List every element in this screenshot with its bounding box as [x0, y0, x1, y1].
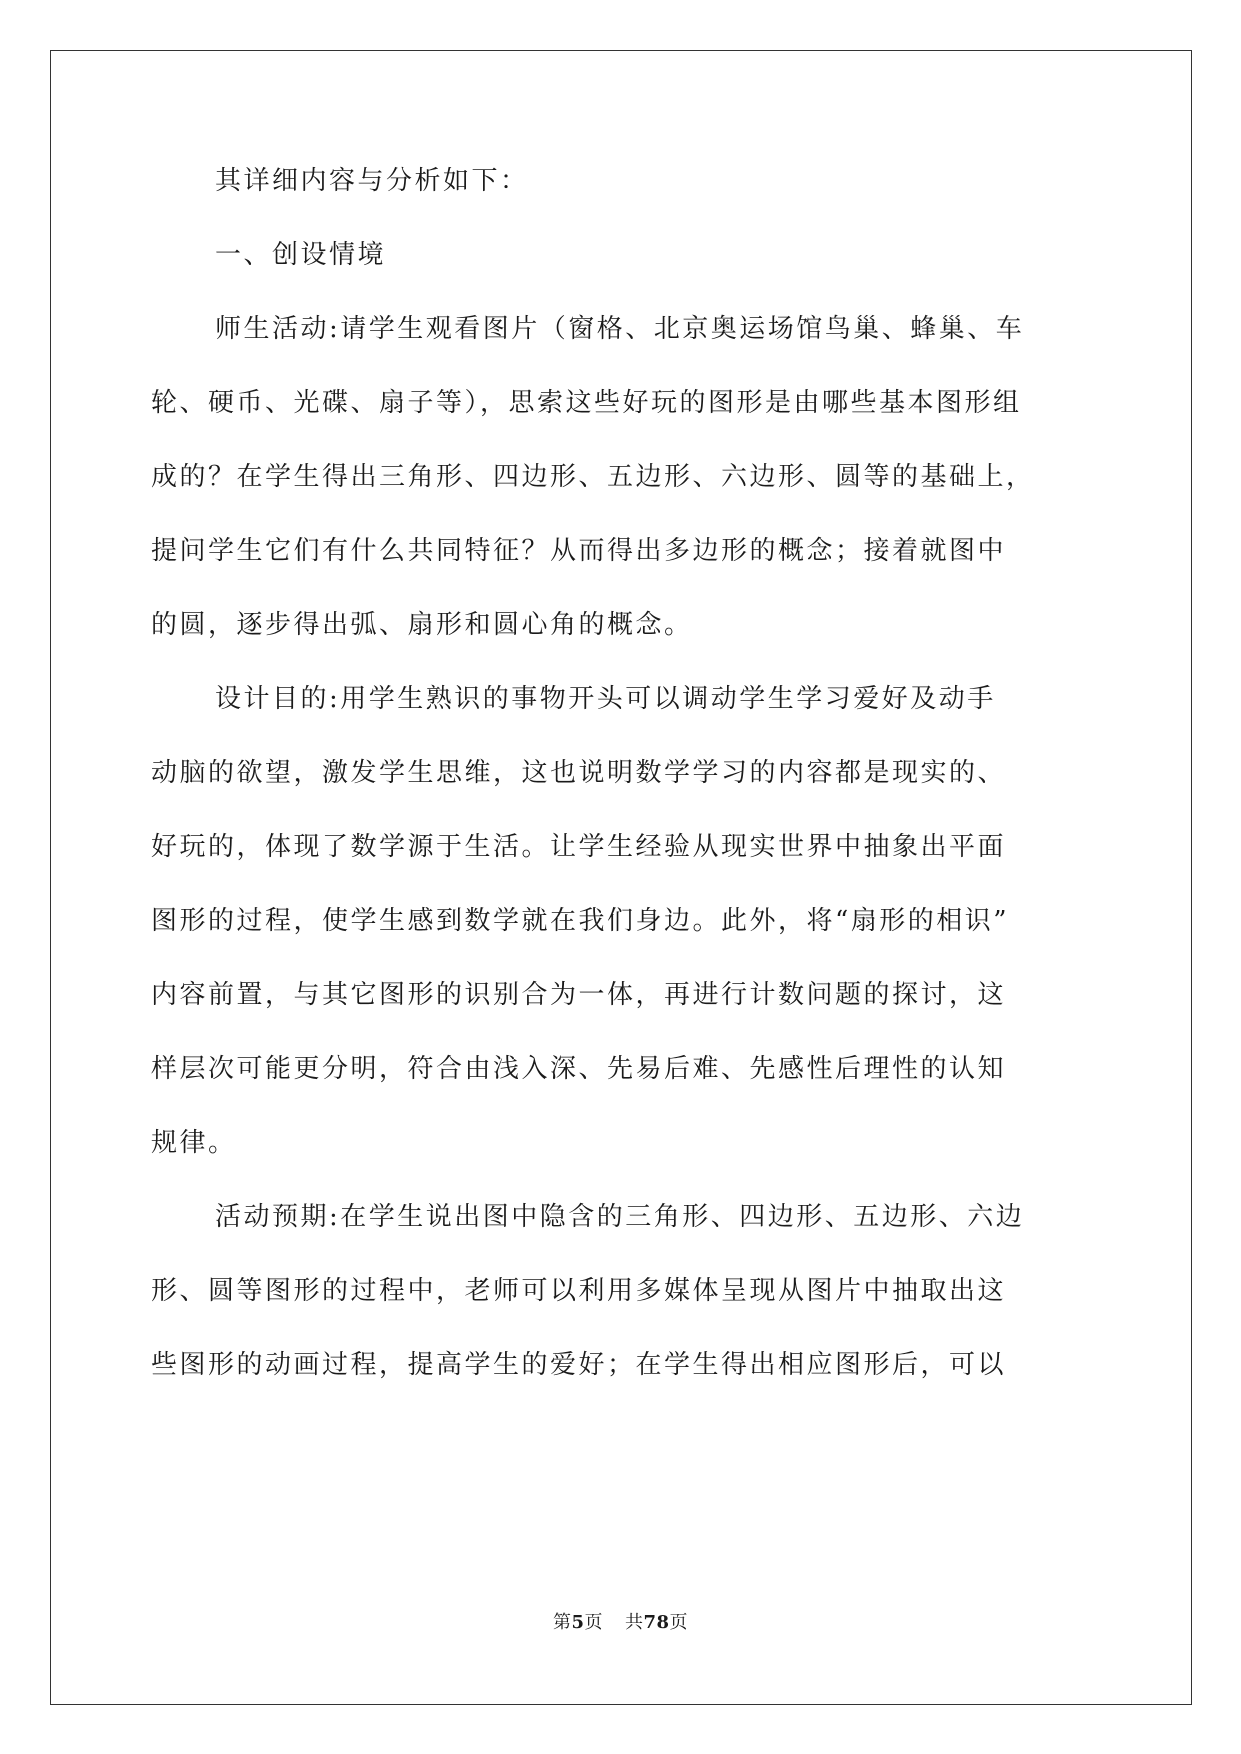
- page-footer: [0, 1611, 1241, 1635]
- paragraph-line: [151, 758, 1091, 832]
- line-text: 提问学生它们有什么共同特征？从而得出多边形的概念；接着就图中: [151, 536, 1007, 566]
- paragraph-line: [151, 980, 1091, 1054]
- line-text: 些图形的动画过程，提高学生的爱好；在学生得出相应图形后，可以: [151, 1350, 1007, 1380]
- line-text: 形、圆等图形的过程中，老师可以利用多媒体呈现从图片中抽取出这: [151, 1276, 1007, 1306]
- footer-prefix: 第: [552, 1612, 572, 1633]
- document-body: [151, 166, 1091, 1424]
- page-number: 5: [571, 1612, 585, 1633]
- paragraph-line: [151, 832, 1091, 906]
- line-text: 其详细内容与分析如下：: [215, 166, 529, 196]
- section-heading: [151, 240, 1091, 314]
- line-text: 成的？在学生得出三角形、四边形、五边形、六边形、圆等的基础上，: [151, 462, 1035, 492]
- line-text: 轮、硬币、光碟、扇子等），思索这些好玩的图形是由哪些基本图形组: [151, 388, 1022, 418]
- line-text: 师生活动:请学生观看图片（窗格、北京奥运场馆鸟巢、蜂巢、车: [215, 314, 1025, 344]
- line-text: 图形的过程，使学生感到数学就在我们身边。此外，将“扇形的相识”: [151, 906, 1010, 936]
- paragraph-line: [151, 536, 1091, 610]
- line-text: 一、创设情境: [215, 240, 387, 270]
- page-total: 78: [643, 1612, 670, 1633]
- line-text: 活动预期:在学生说出图中隐含的三角形、四边形、五边形、六边: [215, 1202, 1025, 1232]
- paragraph-line: [151, 1054, 1091, 1128]
- paragraph-line: [151, 1202, 1091, 1276]
- paragraph-line: [151, 388, 1091, 462]
- paragraph-line: [151, 1276, 1091, 1350]
- paragraph-line: [151, 462, 1091, 536]
- line-text: 样层次可能更分明，符合由浅入深、先易后难、先感性后理性的认知: [151, 1054, 1007, 1084]
- paragraph-line: [151, 610, 1091, 684]
- paragraph-line: [151, 906, 1091, 980]
- line-text: 动脑的欲望，激发学生思维，这也说明数学学习的内容都是现实的、: [151, 758, 1007, 788]
- paragraph-line: [151, 1128, 1091, 1202]
- paragraph-line: [151, 314, 1091, 388]
- line-text: 的圆，逐步得出弧、扇形和圆心角的概念。: [151, 610, 693, 640]
- line-text: 内容前置，与其它图形的识别合为一体，再进行计数问题的探讨，这: [151, 980, 1007, 1010]
- paragraph-line: [151, 166, 1091, 240]
- paragraph-line: [151, 1350, 1091, 1424]
- paragraph-line: [151, 684, 1091, 758]
- footer-page-suffix: 页: [584, 1612, 603, 1633]
- line-text: 好玩的，体现了数学源于生活。让学生经验从现实世界中抽象出平面: [151, 832, 1007, 862]
- line-text: 规律。: [151, 1128, 237, 1158]
- footer-total-prefix: 共: [624, 1612, 644, 1633]
- footer-total-suffix: 页: [669, 1612, 689, 1633]
- line-text: 设计目的:用学生熟识的事物开头可以调动学生学习爱好及动手: [215, 684, 996, 714]
